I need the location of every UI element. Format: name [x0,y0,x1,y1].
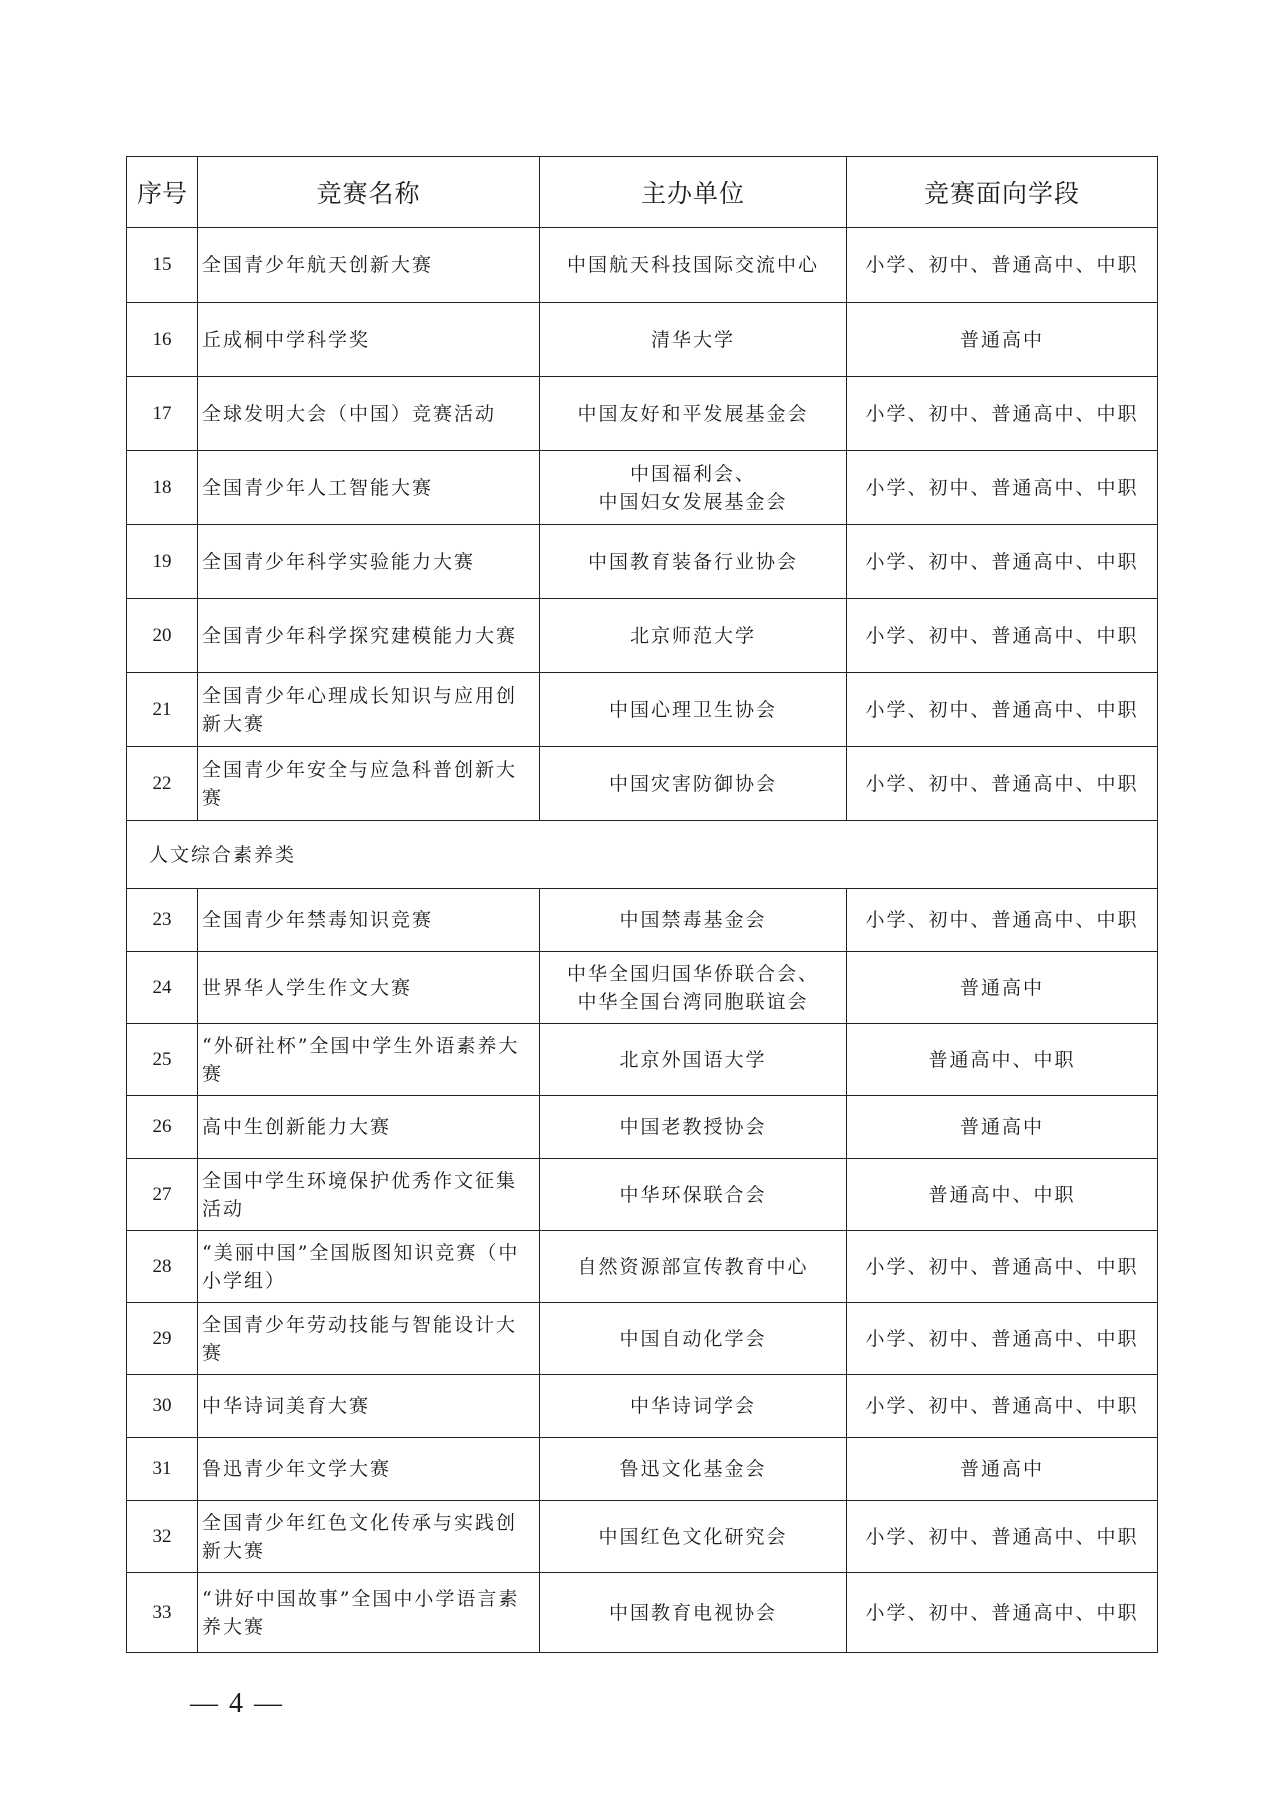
row-stage: 小学、初中、普通高中、中职 [847,228,1158,303]
row-organizer: 中国友好和平发展基金会 [540,377,847,451]
row-name: 全国青少年安全与应急科普创新大赛 [198,747,540,821]
row-stage: 普通高中、中职 [847,1024,1158,1096]
row-no: 24 [127,952,198,1024]
category-section [127,821,1158,889]
row-no: 19 [127,525,198,599]
category-label: 人文综合素养类 [127,821,1158,889]
row-no: 29 [127,1303,198,1375]
row-name: 全国青少年人工智能大赛 [198,451,540,525]
row-name: 全球发明大会（中国）竞赛活动 [198,377,540,451]
row-stage: 小学、初中、普通高中、中职 [847,1231,1158,1303]
row-organizer: 中华诗词学会 [540,1375,847,1438]
row-organizer: 北京师范大学 [540,599,847,673]
row-no: 20 [127,599,198,673]
row-name: 全国青少年心理成长知识与应用创新大赛 [198,673,540,747]
table-header-row [127,157,1158,228]
row-name: 全国青少年红色文化传承与实践创新大赛 [198,1501,540,1573]
row-stage: 小学、初中、普通高中、中职 [847,599,1158,673]
row-organizer: 自然资源部宣传教育中心 [540,1231,847,1303]
table-row [127,303,1158,377]
row-name: 全国青少年航天创新大赛 [198,228,540,303]
row-stage: 普通高中、中职 [847,1159,1158,1231]
row-name: 世界华人学生作文大赛 [198,952,540,1024]
row-no: 16 [127,303,198,377]
row-organizer: 中国禁毒基金会 [540,889,847,952]
row-name: “讲好中国故事”全国中小学语言素养大赛 [198,1573,540,1653]
row-no: 31 [127,1438,198,1501]
row-stage: 小学、初中、普通高中、中职 [847,1375,1158,1438]
row-no: 22 [127,747,198,821]
row-organizer: 中国自动化学会 [540,1303,847,1375]
row-no: 28 [127,1231,198,1303]
row-name: “美丽中国”全国版图知识竞赛（中小学组） [198,1231,540,1303]
row-organizer: 中国老教授协会 [540,1096,847,1159]
row-organizer: 中国福利会、 中国妇女发展基金会 [540,451,847,525]
row-stage: 小学、初中、普通高中、中职 [847,377,1158,451]
table-row [127,952,1158,1024]
table-row [127,1024,1158,1096]
row-name: 全国青少年禁毒知识竞赛 [198,889,540,952]
row-no: 30 [127,1375,198,1438]
row-no: 25 [127,1024,198,1096]
row-no: 27 [127,1159,198,1231]
row-stage: 小学、初中、普通高中、中职 [847,1303,1158,1375]
row-organizer: 中华全国归国华侨联合会、 中华全国台湾同胞联谊会 [540,952,847,1024]
row-organizer: 中国灾害防御协会 [540,747,847,821]
table-row [127,1438,1158,1501]
row-stage: 普通高中 [847,952,1158,1024]
row-stage: 普通高中 [847,1096,1158,1159]
row-stage: 小学、初中、普通高中、中职 [847,1573,1158,1653]
page-number: — 4 — [190,1688,284,1719]
header-organizer: 主办单位 [540,157,847,228]
table-row [127,889,1158,952]
header-name: 竞赛名称 [198,157,540,228]
row-organizer: 中华环保联合会 [540,1159,847,1231]
row-name: 全国青少年科学实验能力大赛 [198,525,540,599]
row-stage: 小学、初中、普通高中、中职 [847,1501,1158,1573]
row-name: 全国青少年劳动技能与智能设计大赛 [198,1303,540,1375]
row-no: 32 [127,1501,198,1573]
row-stage: 小学、初中、普通高中、中职 [847,673,1158,747]
table-row [127,673,1158,747]
table-row [127,1501,1158,1573]
table-row [127,451,1158,525]
row-organizer: 中国红色文化研究会 [540,1501,847,1573]
row-organizer: 中国心理卫生协会 [540,673,847,747]
header-stage: 竞赛面向学段 [847,157,1158,228]
table-row [127,599,1158,673]
row-stage: 小学、初中、普通高中、中职 [847,525,1158,599]
row-no: 33 [127,1573,198,1653]
row-organizer: 清华大学 [540,303,847,377]
row-name: 中华诗词美育大赛 [198,1375,540,1438]
row-stage: 小学、初中、普通高中、中职 [847,451,1158,525]
row-organizer: 中国教育电视协会 [540,1573,847,1653]
table-row [127,228,1158,303]
row-no: 18 [127,451,198,525]
row-stage: 普通高中 [847,303,1158,377]
row-name: 丘成桐中学科学奖 [198,303,540,377]
row-no: 21 [127,673,198,747]
row-name: 全国青少年科学探究建模能力大赛 [198,599,540,673]
table-row [127,1096,1158,1159]
row-name: 鲁迅青少年文学大赛 [198,1438,540,1501]
row-no: 23 [127,889,198,952]
competition-table [126,156,1158,1653]
row-organizer: 北京外国语大学 [540,1024,847,1096]
row-name: “外研社杯”全国中学生外语素养大赛 [198,1024,540,1096]
row-organizer: 中国航天科技国际交流中心 [540,228,847,303]
row-no: 17 [127,377,198,451]
table-row [127,1573,1158,1653]
table-row [127,1159,1158,1231]
header-no: 序号 [127,157,198,228]
table-row [127,377,1158,451]
row-no: 15 [127,228,198,303]
table-body-a [127,228,1158,821]
row-name: 高中生创新能力大赛 [198,1096,540,1159]
table-row [127,525,1158,599]
row-organizer: 鲁迅文化基金会 [540,1438,847,1501]
category-row [127,821,1158,889]
table-row [127,1375,1158,1438]
row-no: 26 [127,1096,198,1159]
table-body-b [127,889,1158,1653]
row-stage: 小学、初中、普通高中、中职 [847,889,1158,952]
row-name: 全国中学生环境保护优秀作文征集活动 [198,1159,540,1231]
table-row [127,747,1158,821]
table-row [127,1231,1158,1303]
row-organizer: 中国教育装备行业协会 [540,525,847,599]
row-stage: 普通高中 [847,1438,1158,1501]
table-row [127,1303,1158,1375]
row-stage: 小学、初中、普通高中、中职 [847,747,1158,821]
